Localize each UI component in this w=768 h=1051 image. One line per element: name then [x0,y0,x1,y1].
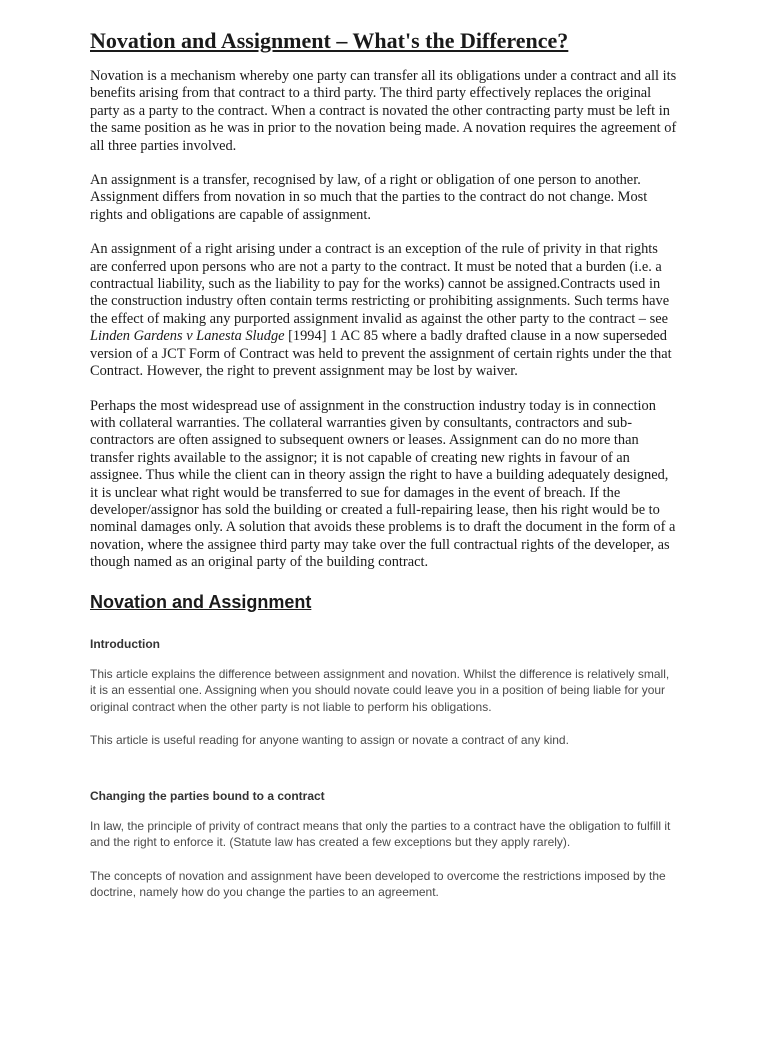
article-heading: Novation and Assignment [90,591,312,612]
paragraph-privity-text-after: [1994] 1 AC 85 where a badly drafted clause in a now superseded version of a JCT Form of Contract was held to prevent the assignment of certain rights under the that Contract. However, the right to prevent assignment may be lost by waiver. [90,328,672,380]
paragraph-novation-definition: Novation is a mechanism whereby one party can transfer all its obligations under a contract and all its benefits arising from that contract to a third party. The third party effectively replaces the original party as a party to the contract. When a contract is novated the other contracting party must be left in the same position as he was in prior to the novation being made. A novation requires the agreement of all three parties involved. [90,68,677,154]
document-title: Novation and Assignment – What's the Difference? [90,28,569,53]
paragraph-privity-exception [90,241,678,380]
paragraph-assignment-definition: An assignment is a transfer, recognised by law, of a right or obligation of one person to another. Assignment differs from novation in so much that the parties to the contract do not change. Most rights and obligations are capable of assignment. [90,172,648,223]
changing-parties-heading: Changing the parties bound to a contract [90,788,325,803]
paragraph-collateral-warranties: Perhaps the most widespread use of assignment in the construction industry today is in connection with collateral warranties. The collateral warranties given by consultants, contractors and sub-contractors are often assigned to subsequent owners or leases. Assignment can do no more than transfer rights available to the assignor; it is not capable of creating new rights in favour of an assignee. Thus while the client can in theory assign the right to have a building adequately designed, it is unclear what right would be transferred to sue for damages in the event of breach. If the developer/assignor has sold the building or created a full-repairing lease, then his right would be to nominal damages only. A solution that avoids these problems is to draft the document in the form of a novation, where the assignee third party may take over the full contractual rights of the developer, as though named as an original party of the building contract. [90,397,676,571]
introduction-paragraph: This article is useful reading for anyone wanting to assign or novate a contract of any kind. [90,733,569,748]
introduction-heading: Introduction [90,636,160,651]
case-citation: Linden Gardens v Lanesta Sludge [90,328,285,345]
introduction-paragraph: This article explains the difference between assignment and novation. Whilst the difference is relatively small, it is an essential one. Assigning when you should novate could leave you in a position of being liable for your original contract when the other party is not liable to perform his obligations. [90,666,670,714]
changing-parties-paragraph: The concepts of novation and assignment have been developed to overcome the restrictions imposed by the doctrine, namely how do you change the parties to an agreement. [90,868,666,900]
document-page [0,27,768,1051]
changing-parties-paragraph: In law, the principle of privity of contract means that only the parties to a contract have the obligation to fulfill it and the right to enforce it. (Statute law has created a few exceptions but they apply rarely). [90,818,671,850]
paragraph-privity-text-before: An assignment of a right arising under a contract is an exception of the rule of privity in that rights are conferred upon persons who are not a party to the contract. It must be noted that a burden (i.e. a contractual liability, such as the liability to pay for the works) cannot be assigned.Contracts used in the construction industry often contain terms restricting or prohibiting assignments. Such terms have the effect of making any purported assignment invalid as against the other party to the contract – see [90,241,670,327]
